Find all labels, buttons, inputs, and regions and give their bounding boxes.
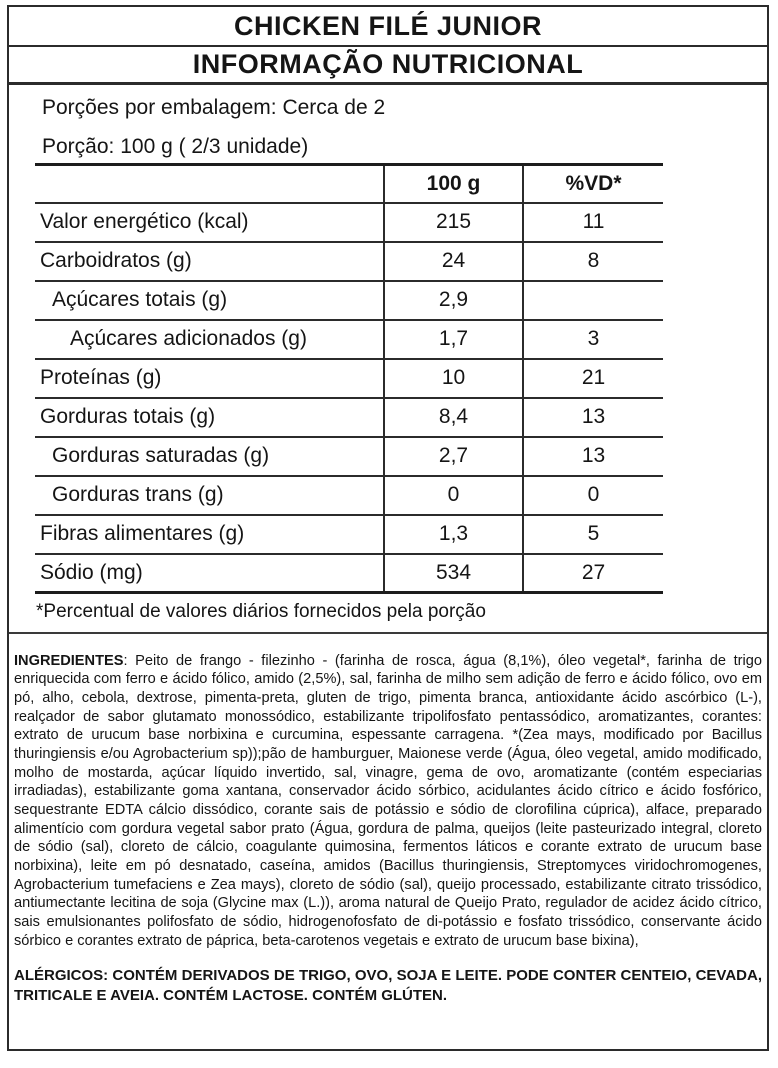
row-value-vd: 13 <box>523 437 663 476</box>
table-row <box>35 437 663 476</box>
row-value-vd: 21 <box>523 359 663 398</box>
row-value-vd: 8 <box>523 242 663 281</box>
row-value-vd: 13 <box>523 398 663 437</box>
ingredients-paragraph <box>9 649 767 951</box>
product-title: CHICKEN FILÉ JUNIOR <box>9 7 767 47</box>
serving-info <box>9 85 767 163</box>
table-row <box>35 281 663 320</box>
row-value-vd: 11 <box>523 203 663 242</box>
table-row <box>35 320 663 359</box>
table-row <box>35 242 663 281</box>
row-value-100g: 0 <box>384 476 523 515</box>
label-border <box>7 5 769 1051</box>
row-label: Açúcares totais (g) <box>35 281 384 320</box>
row-value-vd <box>523 281 663 320</box>
row-label: Carboidratos (g) <box>35 242 384 281</box>
nutrition-table <box>35 163 663 594</box>
row-value-100g: 1,7 <box>384 320 523 359</box>
row-value-100g: 8,4 <box>384 398 523 437</box>
ingredients-label: INGREDIENTES <box>14 652 124 669</box>
row-label: Fibras alimentares (g) <box>35 515 384 554</box>
servings-per-package: Porções por embalagem: Cerca de 2 <box>42 96 386 119</box>
table-row <box>35 359 663 398</box>
table-row <box>35 554 663 593</box>
table-row <box>35 515 663 554</box>
row-value-100g: 10 <box>384 359 523 398</box>
column-header-amount: 100 g <box>384 165 523 203</box>
row-label: Proteínas (g) <box>35 359 384 398</box>
table-row <box>35 476 663 515</box>
row-value-vd: 27 <box>523 554 663 593</box>
section-title: INFORMAÇÃO NUTRICIONAL <box>9 47 767 85</box>
row-value-vd: 0 <box>523 476 663 515</box>
daily-value-footnote: *Percentual de valores diários fornecidos pela porção <box>36 601 486 622</box>
row-label: Gorduras trans (g) <box>35 476 384 515</box>
table-row <box>35 203 663 242</box>
section-divider <box>9 632 767 634</box>
column-header-dv: %VD* <box>523 165 663 203</box>
row-value-vd: 5 <box>523 515 663 554</box>
row-label: Açúcares adicionados (g) <box>35 320 384 359</box>
ingredients-text: : Peito de frango - filezinho - (farinha de rosca, água (8,1%), óleo vegetal*, farinha de trigo enriquecida com ferro e ácido fólico, amido (2,5%), sal, farinha de milho sem adição de ferro e ácido fólico, ovo em pó, alho, cebola, dextrose, pimenta-preta, gluten de trigo, pimenta branca, antioxidante ácido ascórbico (L-), realçador de sabor glutamato monossódico, estabilizante tripolifosfato pentassódico, aromatizantes, corantes: extrato de urucum base norbixina e curcumina, espessante carragena. *(Zea mays, modificado por Bacillus thuringiensis e/ou Agrobacterium sp));pão de hamburguer, Maionese verde (Água, óleo vegetal, amido modificado, molho de mostarda, açúcar líquido invertido, sal, vinagre, gema de ovo, aromatizante (contém especiarias irradiadas), estabilizante goma xantana, conservador ácido sórbico, acidulantes ácido cítrico e ácido fosfórico, sequestrante EDTA cálcio dissódico, corante sais de potássio e sódio de clorofilina cúprica), alface, preparado alimentício com gordura vegetal sabor prato (Água, gordura de palma, queijos (leite pasteurizado integral, cloreto de sódio (sal), cloreto de cálcio, coagulante quimosina, fermentos láticos e corante extrato de urucum base norbixina), leite em pó desnatado, caseína, amidos (Bacillus thuringiensis, Streptomyces viridochromogenes, Agrobacterium tumefaciens e Zea mays), cloreto de sódio (sal), queijo processado, estabilizante citrato trissódico, antiumectante lecitina de soja (Glycine max (L.)), aroma natural de Queijo Prato, regulador de acidez ácido cítrico, sais emulsionantes polifosfato de sódio, hidrogenofosfato de di-potássio e fosfato trissódico, conservante ácido sórbico e corantes extrato de páprica, beta-carotenos vegetais e extrato de urucum base bixina), <box>14 652 762 949</box>
table-header-row <box>35 165 663 203</box>
row-value-100g: 534 <box>384 554 523 593</box>
row-label: Sódio (mg) <box>40 560 143 584</box>
row-value-100g: 215 <box>384 203 523 242</box>
column-header-nutrient <box>35 165 384 203</box>
row-value-100g: 24 <box>384 242 523 281</box>
serving-size: Porção: 100 g ( 2/3 unidade) <box>42 135 309 158</box>
table-row <box>35 398 663 437</box>
row-value-100g: 1,3 <box>384 515 523 554</box>
row-label: Gorduras saturadas (g) <box>35 437 384 476</box>
row-value-100g: 2,9 <box>384 281 523 320</box>
row-label: Valor energético (kcal) <box>35 203 384 242</box>
allergens-paragraph: ALÉRGICOS: CONTÉM DERIVADOS DE TRIGO, OVO, SOJA E LEITE. PODE CONTER CENTEIO, CEVADA, TRITICALE E AVEIA. CONTÉM LACTOSE. CONTÉM GLÚTEN. <box>14 967 762 1004</box>
row-value-vd: 3 <box>523 320 663 359</box>
row-value-100g: 2,7 <box>384 437 523 476</box>
row-label: Gorduras totais (g) <box>35 398 384 437</box>
